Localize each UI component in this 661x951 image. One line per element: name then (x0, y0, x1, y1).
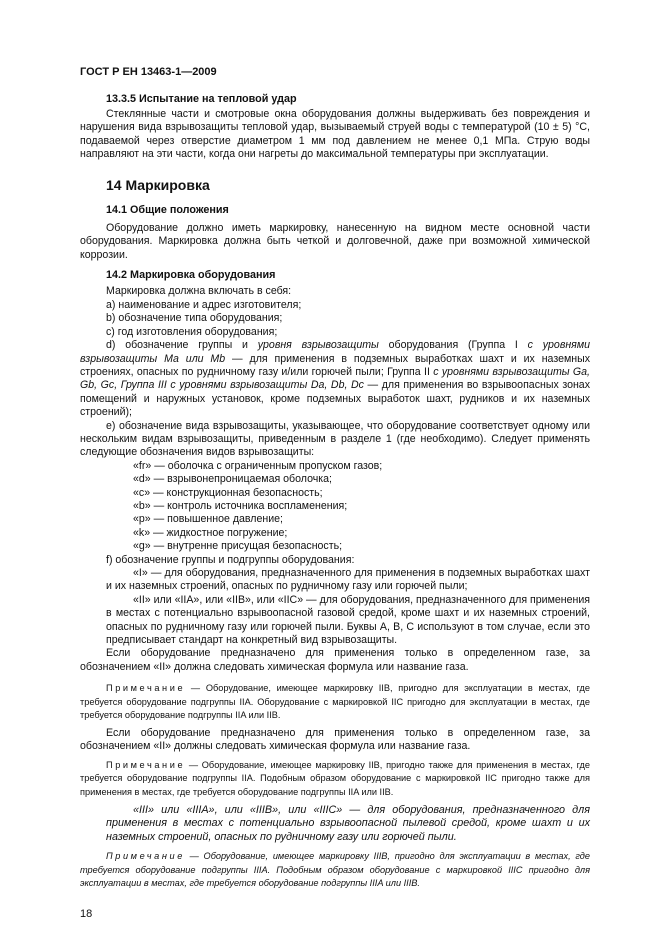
protection-type: «g» — внутренне присущая безопасность; (133, 540, 343, 553)
item-c: c) год изготовления оборудования; (106, 325, 278, 338)
item-d (80, 339, 590, 419)
note-label: Примечание (106, 683, 186, 694)
section-14-2-title: 14.2 Маркировка оборудования (106, 269, 276, 282)
note-label: Примечание (106, 851, 185, 862)
protection-type: «c» — конструкционная безопасность; (133, 486, 323, 499)
gas-paragraph-2: Если оборудование предназначено для применения только в определенном газе, за обозначением «II» должны следовать химическая формула или название газа. (80, 727, 590, 753)
document-header: ГОСТ Р ЕН 13463-1—2009 (80, 66, 217, 78)
item-d-text: оборудования (Группа I (378, 339, 528, 352)
item-d-italic: с уровнями взрывозащиты Ga, Gb, Gc, Группа III с уровнями взрывозащиты Da, Db, Dc (80, 365, 590, 392)
protection-type: «b» — контроль источника воспламенения; (133, 499, 348, 512)
item-b: b) обозначение типа оборудования; (106, 312, 283, 325)
note-1 (80, 682, 590, 723)
protection-type: «p» — повышенное давление; (133, 513, 283, 526)
section-13-3-5-text: Стеклянные части и смотровые окна оборудования должны выдерживать без повреждения и нарушения вида взрывозащиты тепловой удар, вызываемый струей воды с температурой (10 ± 5) °С, подаваемой через отверстие диаметром 1 мм под давлением не менее 0,1 МПа. Струю воды направляют на эти части, когда они нагреты до максимальной температуры при эксплуатации. (80, 107, 590, 161)
item-e: e) обозначение вида взрывозащиты, указывающее, что оборудование соответствует одному или нескольким видам взрывозащиты, приведенным в разделе 1 (где необходимо). Следует применять следующие обозначения видов взрывозащиты: (80, 419, 590, 459)
item-a: a) наименование и адрес изготовителя; (106, 298, 302, 311)
note-text: — Оборудование, имеющее маркировку IIIB, пригодно для эксплуатации в местах, где требуется оборудование подгруппы IIIA. Подобным образом оборудование с маркировкой IIIC пригодно для эксплуатации в местах, где требуется оборудование подгруппы IIIA или IIIB. (80, 851, 590, 889)
section-13-3-5-title: 13.3.5 Испытание на тепловой удар (106, 93, 297, 106)
item-d-text: d) обозначение группы и (106, 339, 258, 352)
note-text: — Оборудование, имеющее маркировку IIB, пригодно для эксплуатации в местах, где требуется оборудование подгруппы IIA. Оборудование с маркировкой IIC пригодно для эксплуатации в местах, где требуется оборудование подгруппы IIA или IIB. (80, 683, 590, 721)
page-number: 18 (80, 907, 93, 920)
protection-type: «fr» — оболочка с ограниченным пропуском газов; (133, 459, 383, 472)
item-d-italic: уровня взрывозащиты (257, 339, 379, 352)
section-14-1-text: Оборудование должно иметь маркировку, нанесенную на видном месте основной части оборудования. Маркировка должна быть четкой и долговечной, даже при возможной химической коррозии. (80, 221, 590, 261)
section-14-1-title: 14.1 Общие положения (106, 204, 229, 217)
item-f: f) обозначение группы и подгруппы оборудования: (106, 553, 355, 566)
group-I: «I» — для оборудования, предназначенного для применения в подземных выработках шахт и их наземных строений, опасных по рудничному газу или горючей пыли; (106, 567, 590, 593)
marking-intro: Маркировка должна включать в себя: (106, 285, 292, 298)
group-III: «III» или «IIIA», или «IIIB», или «IIIC» — для оборудования, предназначенного для применения в местах с потенциально взрывоопасной пылевой средой, кроме шахт и их наземных строений, опасных по рудничному газу или горючей пыли. (106, 803, 590, 844)
item-d-italic: с уровнями взрывозащиты Ма или Mb (80, 339, 590, 365)
group-II: «II» или «IIA», или «IIB», или «IIC» — для оборудования, предназначенного для применения в местах с потенциально взрывоопасной газовой средой, кроме шахт и их наземных строений, опасных по рудничному газу или горючей пыли. Буквы А, В, С используют в том случае, если это предписывает стандарт на конкретный вид взрывозащиты. (106, 593, 590, 647)
note-2 (80, 759, 590, 800)
gas-paragraph-1: Если оборудование предназначено для применения только в определенном газе, за обозначением «II» должна следовать химическая формула или название газа. (80, 647, 590, 673)
document-page (80, 0, 590, 951)
protection-type: «k» — жидкостное погружение; (133, 526, 288, 539)
note-3 (80, 850, 590, 891)
item-d-text: — для применения в подземных выработках шахт и их наземных строениях, опасных по рудничному газу и/или горючей пыли; Группа II (80, 352, 591, 378)
note-label: Примечание (106, 759, 186, 770)
protection-type: «d» — взрывонепроницаемая оболочка; (133, 473, 332, 486)
item-d-text: — для применения во взрывоопасных зонах помещений и наружных установок, кроме подземных выработок шахт, рудников и их наземных строений); (80, 379, 591, 419)
section-14-title: 14 Маркировка (106, 177, 210, 194)
note-text: — Оборудование, имеющее маркировку IIB, пригодно также для применения в местах, где требуется оборудование подгруппы IIA. Подобным образом оборудование с маркировкой IIC пригодно также для применения в местах, где требуется оборудование подгруппы IIA или IIB. (80, 759, 590, 798)
